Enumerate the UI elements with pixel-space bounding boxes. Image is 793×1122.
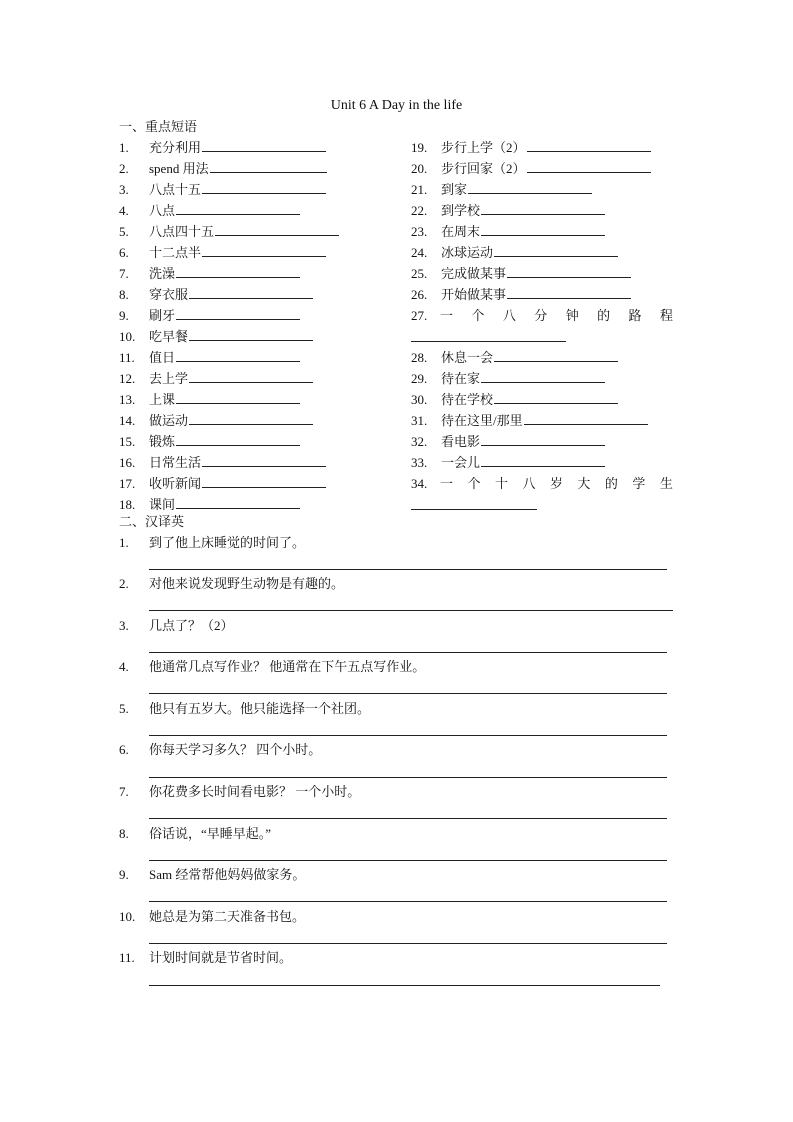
answer-blank[interactable] (481, 432, 605, 446)
answer-blank[interactable] (176, 306, 300, 320)
list-item: 31. 待在这里/那里 (411, 411, 648, 431)
list-item: 11. 值日 (119, 348, 300, 368)
answer-blank[interactable] (189, 327, 313, 341)
question-item: 10. 她总是为第二天准备书包。 (119, 909, 306, 924)
list-item: 3. 八点十五 (119, 180, 326, 200)
list-item: 14. 做运动 (119, 411, 313, 431)
answer-blank[interactable] (189, 285, 313, 299)
list-item: 23. 在周末 (411, 222, 605, 242)
list-item: 7. 洗澡 (119, 264, 300, 284)
question-item: 3. 几点了？（2） (119, 618, 234, 633)
list-item: 17. 收听新闻 (119, 474, 326, 494)
answer-line[interactable] (149, 985, 660, 986)
question-item: 1. 到了他上床睡觉的时间了。 (119, 535, 306, 550)
list-item: 33. 一会儿 (411, 453, 605, 473)
list-item: 6. 十二点半 (119, 243, 326, 263)
answer-blank[interactable] (494, 390, 618, 404)
list-item: 2. spend 用法 (119, 159, 327, 179)
answer-blank[interactable] (189, 411, 313, 425)
answer-blank[interactable] (202, 474, 326, 488)
answer-blank[interactable] (411, 509, 537, 510)
list-item: 28. 休息一会 (411, 348, 618, 368)
answer-blank[interactable] (524, 411, 648, 425)
list-item: 26. 开始做某事 (411, 285, 631, 305)
answer-blank[interactable] (481, 222, 605, 236)
list-item: 32. 看电影 (411, 432, 605, 452)
list-item: 30. 待在学校 (411, 390, 618, 410)
answer-blank[interactable] (494, 243, 618, 257)
list-item: 13. 上课 (119, 390, 300, 410)
question-item: 6. 你每天学习多久？ 四个小时。 (119, 742, 322, 757)
answer-blank[interactable] (176, 432, 300, 446)
answer-line[interactable] (149, 818, 667, 819)
list-item: 15. 锻炼 (119, 432, 300, 452)
question-item: 4. 他通常几点写作业？ 他通常在下午五点写作业。 (119, 659, 426, 674)
answer-line[interactable] (149, 693, 667, 694)
list-item: 20. 步行回家（2） (411, 159, 651, 179)
list-item: 21. 到家 (411, 180, 592, 200)
list-item: 4. 八点 (119, 201, 300, 221)
list-item: 12. 去上学 (119, 369, 313, 389)
answer-blank[interactable] (494, 348, 618, 362)
list-item: 8. 穿衣服 (119, 285, 313, 305)
list-item: 1. 充分利用 (119, 138, 326, 158)
answer-line[interactable] (149, 735, 667, 736)
answer-blank[interactable] (202, 453, 326, 467)
answer-blank[interactable] (481, 453, 605, 467)
spread-text: 一 个 八 分 钟 的 路 程 (440, 308, 673, 323)
answer-blank[interactable] (176, 201, 300, 215)
answer-line[interactable] (149, 901, 667, 902)
question-item: 9. Sam 经常帮他妈妈做家务。 (119, 867, 306, 882)
answer-line[interactable] (149, 610, 673, 611)
question-item: 11. 计划时间就是节省时间。 (119, 950, 293, 965)
question-item: 8. 俗话说，“早睡早起。” (119, 826, 272, 841)
list-item: 34. (411, 476, 428, 491)
answer-blank[interactable] (202, 243, 326, 257)
answer-line[interactable] (149, 777, 667, 778)
list-item: 9. 刷牙 (119, 306, 300, 326)
answer-blank[interactable] (468, 180, 592, 194)
answer-line[interactable] (149, 652, 667, 653)
answer-blank[interactable] (202, 138, 326, 152)
answer-blank[interactable] (210, 159, 327, 173)
section-heading-translation: 二、汉译英 (119, 514, 185, 529)
question-item: 5. 他只有五岁大。他只能选择一个社团。 (119, 701, 371, 716)
question-item: 2. 对他来说发现野生动物是有趣的。 (119, 576, 345, 591)
list-item: 19. 步行上学（2） (411, 138, 651, 158)
answer-line[interactable] (149, 860, 667, 861)
question-item: 7. 你花费多长时间看电影？ 一个小时。 (119, 784, 361, 799)
answer-blank[interactable] (507, 285, 631, 299)
answer-blank[interactable] (527, 159, 651, 173)
answer-blank[interactable] (481, 369, 605, 383)
answer-blank[interactable] (176, 390, 300, 404)
answer-blank[interactable] (189, 369, 313, 383)
answer-blank[interactable] (176, 348, 300, 362)
answer-blank[interactable] (527, 138, 651, 152)
answer-blank[interactable] (507, 264, 631, 278)
list-item: 16. 日常生活 (119, 453, 326, 473)
answer-blank[interactable] (481, 201, 605, 215)
list-item: 18. 课间 (119, 495, 300, 515)
answer-blank[interactable] (411, 341, 566, 342)
list-item: 24. 冰球运动 (411, 243, 618, 263)
answer-blank[interactable] (176, 495, 300, 509)
page-title: Unit 6 A Day in the life (330, 98, 463, 113)
section-heading-phrases: 一、重点短语 (119, 119, 198, 134)
list-item: 29. 待在家 (411, 369, 605, 389)
list-item: 27. (411, 308, 428, 323)
list-item: 5. 八点四十五 (119, 222, 339, 242)
list-item: 10. 吃早餐 (119, 327, 313, 347)
answer-blank[interactable] (176, 264, 300, 278)
answer-line[interactable] (149, 943, 667, 944)
list-item: 22. 到学校 (411, 201, 605, 221)
answer-blank[interactable] (202, 180, 326, 194)
answer-blank[interactable] (215, 222, 339, 236)
list-item: 25. 完成做某事 (411, 264, 631, 284)
answer-line[interactable] (149, 569, 667, 570)
spread-text: 一 个 十 八 岁 大 的 学 生 (440, 476, 673, 491)
